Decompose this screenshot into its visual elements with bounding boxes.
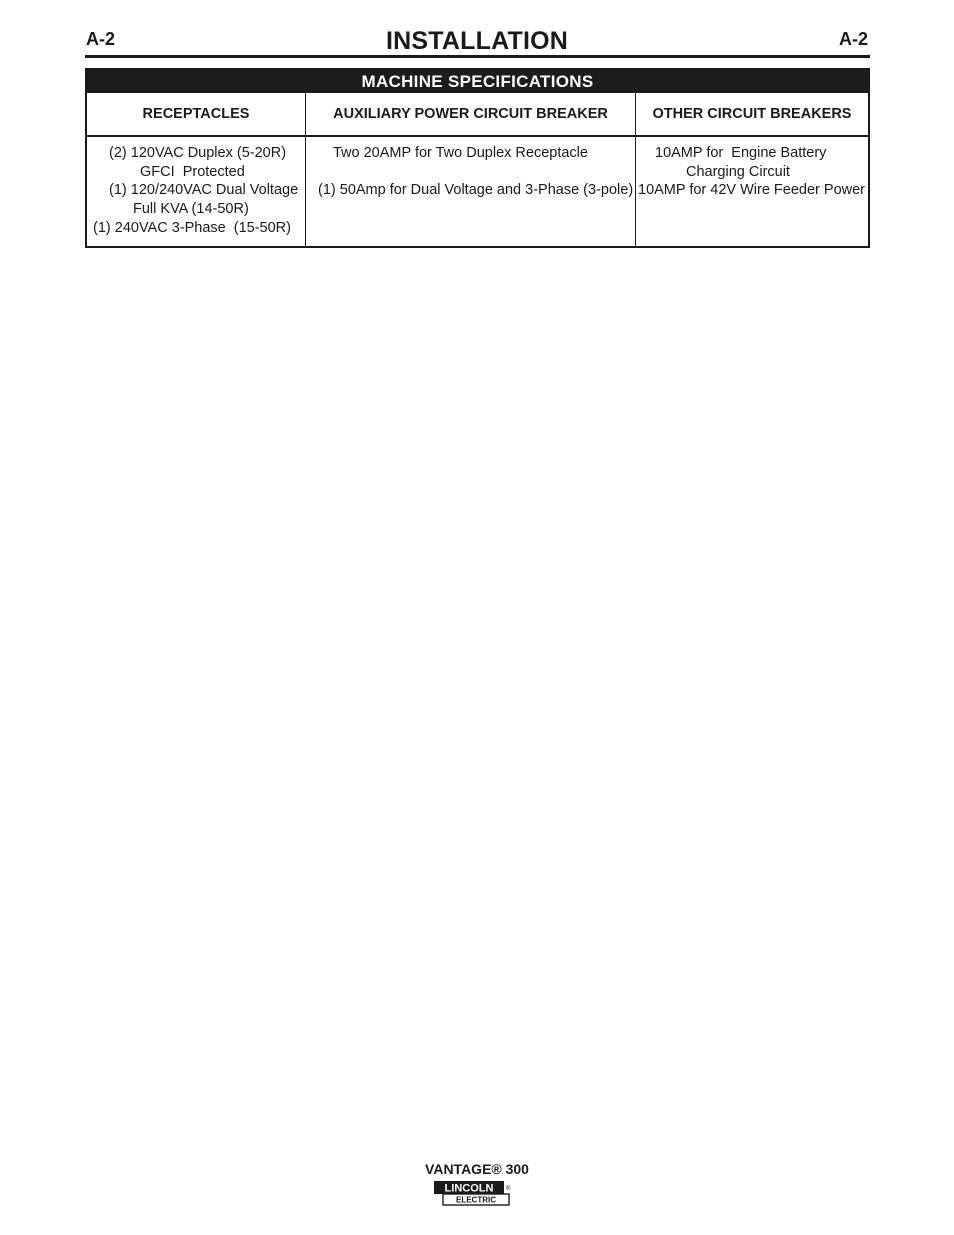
logo-top-text: LINCOLN xyxy=(444,1182,494,1195)
other-breakers-cell xyxy=(635,137,868,246)
other-breaker-line: 10AMP for Engine Battery xyxy=(655,145,827,161)
receptacle-line: (1) 240VAC 3-Phase (15-50R) xyxy=(93,219,291,236)
aux-breaker-cell xyxy=(305,137,635,246)
lincoln-electric-logo xyxy=(433,1179,513,1207)
receptacle-line: GFCI Protected xyxy=(140,163,245,180)
table-title: MACHINE SPECIFICATIONS xyxy=(87,70,868,93)
receptacle-line: (1) 120/240VAC Dual Voltage xyxy=(109,182,299,199)
column-header-other-breakers: OTHER CIRCUIT BREAKERS xyxy=(635,93,868,137)
aux-breaker-line: (1) 50Amp for Dual Voltage and 3-Phase (3-pole) xyxy=(318,182,634,199)
footer-model-name: VANTAGE® 300 xyxy=(425,1161,529,1177)
logo-bottom-text: ELECTRIC xyxy=(456,1195,496,1205)
aux-breaker-line xyxy=(306,163,635,182)
table-row xyxy=(87,137,868,246)
header-rule xyxy=(85,55,870,58)
page-code-right: A-2 xyxy=(838,29,868,49)
receptacle-line: Full KVA (14-50R) xyxy=(133,201,249,218)
other-breaker-line: 10AMP for 42V Wire Feeder Power xyxy=(638,182,865,199)
table-header-row xyxy=(87,93,868,137)
column-header-auxiliary-breaker: AUXILIARY POWER CIRCUIT BREAKER xyxy=(305,93,635,137)
machine-specifications-table xyxy=(85,68,870,248)
page-code-left: A-2 xyxy=(86,29,116,49)
aux-breaker-line: Two 20AMP for Two Duplex Receptacle xyxy=(333,145,588,161)
logo-registered-mark: ® xyxy=(506,1186,511,1192)
receptacles-cell xyxy=(87,137,305,246)
other-breaker-line: Charging Circuit xyxy=(686,163,790,180)
column-header-receptacles: RECEPTACLES xyxy=(87,93,305,137)
page-title: INSTALLATION xyxy=(385,27,568,55)
receptacle-line: (2) 120VAC Duplex (5-20R) xyxy=(109,145,287,161)
